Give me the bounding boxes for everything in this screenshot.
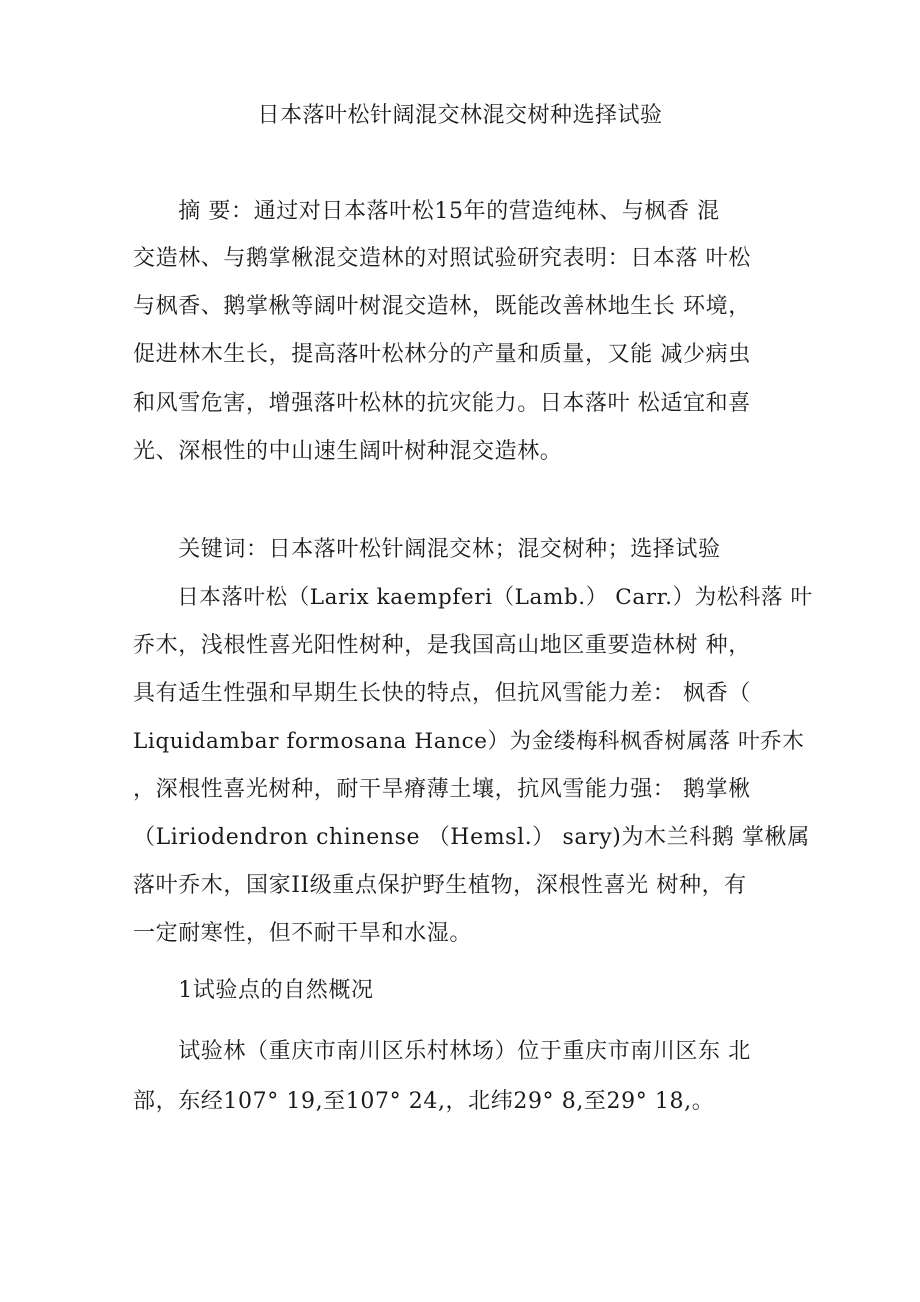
document-title: 日本落叶松针阔混交林混交树种选择试验 — [257, 103, 663, 128]
intro-line: 一定耐寒性，但不耐干旱和水湿。 — [133, 921, 473, 946]
abstract-line: 促进林木生长，提高落叶松林分的产量和质量，又能 减少病虫 — [133, 342, 751, 367]
abstract-line: 摘 要：通过对日本落叶松15年的营造纯林、与枫香 混 — [133, 199, 720, 224]
abstract-line: 与枫香、鹅掌楸等阔叶树混交造林，既能改善林地生长 环境， — [133, 294, 751, 319]
intro-line: ，深根性喜光树种，耐干旱瘠薄土壤，抗风雪能力强： 鹅掌楸 — [133, 777, 751, 802]
keywords-line: 关键词：日本落叶松针阔混交林；混交树种；选择试验 — [133, 537, 721, 562]
section-heading: 1试验点的自然概况 — [133, 978, 374, 1003]
intro-line: Liquidambar formosana Hance）为金缕梅科枫香树属落 叶乔木 — [133, 729, 805, 754]
intro-line: 落叶乔木，国家II级重点保护野生植物，深根性喜光 树种，有 — [133, 873, 747, 898]
section-line: 试验林（重庆市南川区乐村林场）位于重庆市南川区东 北 — [133, 1039, 751, 1064]
abstract-line: 光、深根性的中山速生阔叶树种混交造林。 — [133, 439, 563, 464]
abstract-line: 和风雪危害，增强落叶松林的抗灾能力。日本落叶 松适宜和喜 — [133, 391, 751, 416]
intro-line: 具有适生性强和早期生长快的特点，但抗风雪能力差： 枫香（ — [133, 681, 751, 706]
intro-line: 乔木，浅根性喜光阳性树种，是我国高山地区重要造林树 种， — [133, 633, 751, 658]
intro-line: （Liriodendron chinense （Hemsl.） sary)为木兰科鹅 掌楸属 — [133, 825, 810, 850]
intro-line: 日本落叶松（Larix kaempferi（Lamb.） Carr.）为松科落 叶 — [133, 585, 813, 610]
abstract-line: 交造林、与鹅掌楸混交造林的对照试验研究表明：日本落 叶松 — [133, 246, 751, 271]
section-line: 部，东经107° 19,至107° 24,，北纬29° 8,至29° 18,。 — [133, 1089, 715, 1114]
